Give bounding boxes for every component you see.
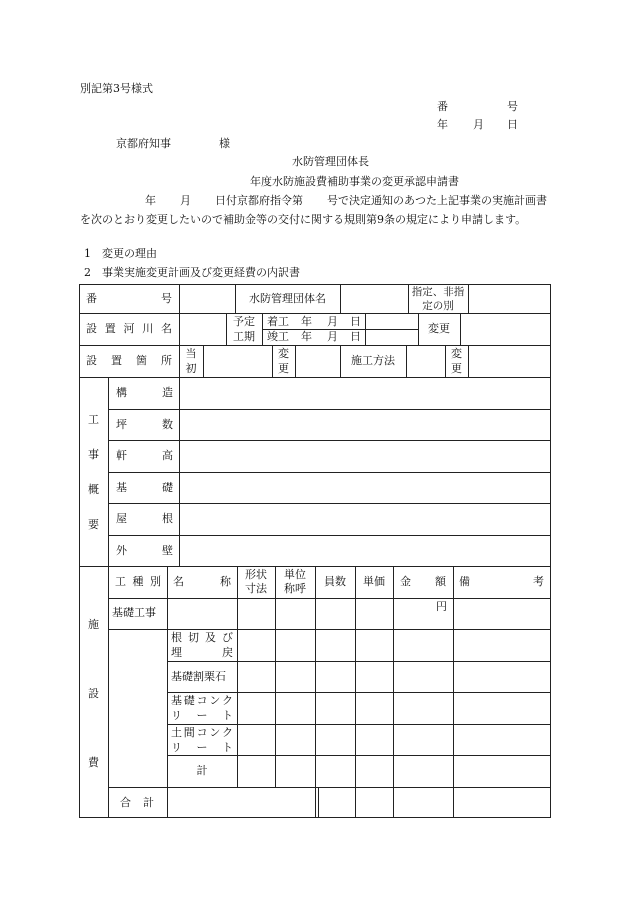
method-change-label-1: 変 [451, 347, 462, 360]
total-label: 合計 [120, 796, 154, 809]
table-line [315, 566, 316, 818]
summary-label-char: 事 [88, 448, 99, 461]
cost-item-floor-concrete-1: 土間コンク [171, 726, 233, 739]
subtotal-label: 計 [196, 764, 208, 777]
original-label-1: 当 [185, 347, 197, 360]
designation-label-1: 指定、非指 [411, 286, 465, 298]
table-line [108, 598, 551, 599]
table-line [167, 566, 168, 818]
addressee-honorific: 様 [219, 137, 230, 150]
table-line [460, 313, 461, 346]
summary-row-eave-height: 軒高 [116, 449, 173, 462]
end-day: 日 [350, 330, 361, 343]
table-line [340, 284, 341, 314]
table-line [406, 345, 407, 378]
body-text-2: 号で決定通知のあつた上記事業の実施計画書を次のとおり変更したいので補助金等の交付に関する規則第9条の規定により申請します。 [80, 194, 547, 226]
body-paragraph [80, 191, 550, 229]
table-line [108, 472, 551, 473]
document-title: 年度水防施設費補助事業の変更承認申請書 [250, 175, 459, 188]
change-header: 変更 [428, 322, 450, 335]
table-line [79, 345, 551, 346]
cost-header-shape-1: 形状 [245, 568, 267, 581]
summary-row-outer-wall: 外壁 [116, 544, 173, 557]
table-line [167, 755, 551, 756]
table-line [295, 345, 296, 378]
method-header: 施工方法 [351, 354, 395, 367]
designation-label-2: 定の別 [422, 300, 454, 312]
end-label: 竣工 [267, 330, 289, 343]
cost-item-excavation-1: 根切及び [171, 631, 233, 644]
item-2: 2 事業実施変更計画及び変更経費の内訳書 [84, 266, 300, 279]
applicant-title: 水防管理団体長 [292, 155, 369, 168]
table-line [167, 661, 551, 662]
period-label-1: 予定 [233, 315, 255, 328]
form-label: 別記第3号様式 [80, 82, 153, 95]
cost-header-type: 工種別 [115, 575, 161, 588]
table-line [393, 566, 394, 818]
table-line [468, 345, 469, 378]
summary-row-roof: 屋根 [116, 512, 173, 525]
cost-label-char: 費 [88, 756, 99, 769]
table-line [262, 313, 263, 346]
cost-label-char: 施 [88, 618, 99, 631]
summary-label-char: 工 [88, 413, 99, 426]
change-label-2: 更 [278, 362, 289, 375]
table-line [108, 440, 551, 441]
table-line [468, 284, 469, 314]
number-suffix: 号 [507, 100, 518, 113]
summary-row-foundation: 基礎 [116, 481, 173, 494]
cost-item-foundation-concrete-1: 基礎コンク [171, 694, 233, 707]
change-label-1: 変 [278, 347, 289, 360]
cost-header-shape-2: 寸法 [245, 582, 267, 595]
table-line [108, 535, 551, 536]
cost-item-excavation-2: 埋戻 [171, 646, 233, 659]
table-line [179, 284, 180, 314]
summary-label-char: 要 [88, 518, 99, 531]
table-line [108, 629, 551, 630]
cost-header-remarks: 備考 [459, 575, 544, 588]
table-line [275, 566, 276, 787]
table-line [108, 503, 551, 504]
item-1: 1 変更の理由 [84, 247, 157, 260]
cost-header-unit-2: 称呼 [284, 582, 306, 595]
body-month: 月 [180, 194, 191, 207]
table-line [355, 566, 356, 818]
number-label: 番 [437, 100, 448, 113]
summary-label-char: 概 [88, 483, 99, 496]
table-line [79, 313, 551, 314]
table-line [203, 345, 204, 378]
start-label: 着工 [267, 315, 289, 328]
cost-header-name: 名称 [173, 575, 231, 588]
summary-row-structure: 構造 [116, 386, 173, 399]
cost-item-foundation-concrete-2: リート [171, 709, 233, 722]
start-year: 年 [301, 315, 312, 328]
addressee-name: 京都府知事 [116, 137, 171, 150]
summary-row-area: 坪数 [116, 418, 173, 431]
period-label-2: 工期 [233, 330, 255, 343]
date-day: 日 [507, 118, 518, 131]
table-line [179, 313, 180, 346]
table-line [108, 787, 551, 788]
table-line [108, 377, 109, 567]
cost-label-char: 設 [88, 687, 99, 700]
cost-item-rubble: 基礎割栗石 [171, 670, 226, 683]
table-line [365, 313, 366, 346]
table-line [108, 566, 109, 818]
table-line [167, 692, 551, 693]
table-line [179, 377, 180, 567]
original-label-2: 初 [185, 362, 197, 375]
river-header: 設置河川名 [86, 322, 172, 335]
table-line [79, 284, 551, 285]
table-line [167, 724, 551, 725]
end-year: 年 [301, 330, 312, 343]
end-month: 月 [327, 330, 338, 343]
org-name-header: 水防管理団体名 [249, 292, 326, 305]
date-year: 年 [437, 118, 448, 131]
body-year: 年 [145, 194, 156, 207]
table-line [318, 787, 319, 818]
body-text-1: 日付京都府指令第 [215, 194, 303, 207]
number-header: 番号 [86, 292, 172, 305]
table-line [79, 377, 551, 378]
cost-header-amount: 金額 [400, 575, 446, 588]
start-month: 月 [327, 315, 338, 328]
table-line [79, 284, 80, 818]
cost-header-price: 単価 [363, 575, 385, 588]
yen-unit: 円 [436, 600, 447, 613]
start-day: 日 [350, 315, 361, 328]
table-line [453, 566, 454, 818]
table-line [237, 566, 238, 787]
date-month: 月 [473, 118, 484, 131]
cost-item-floor-concrete-2: リート [171, 741, 233, 754]
table-line [550, 284, 551, 818]
table-line [108, 409, 551, 410]
cost-header-unit-1: 単位 [284, 568, 306, 581]
location-header: 設置箇所 [86, 354, 172, 367]
foundation-work-label: 基礎工事 [112, 606, 156, 619]
method-change-label-2: 更 [451, 362, 462, 375]
cost-header-qty: 員数 [324, 575, 346, 588]
